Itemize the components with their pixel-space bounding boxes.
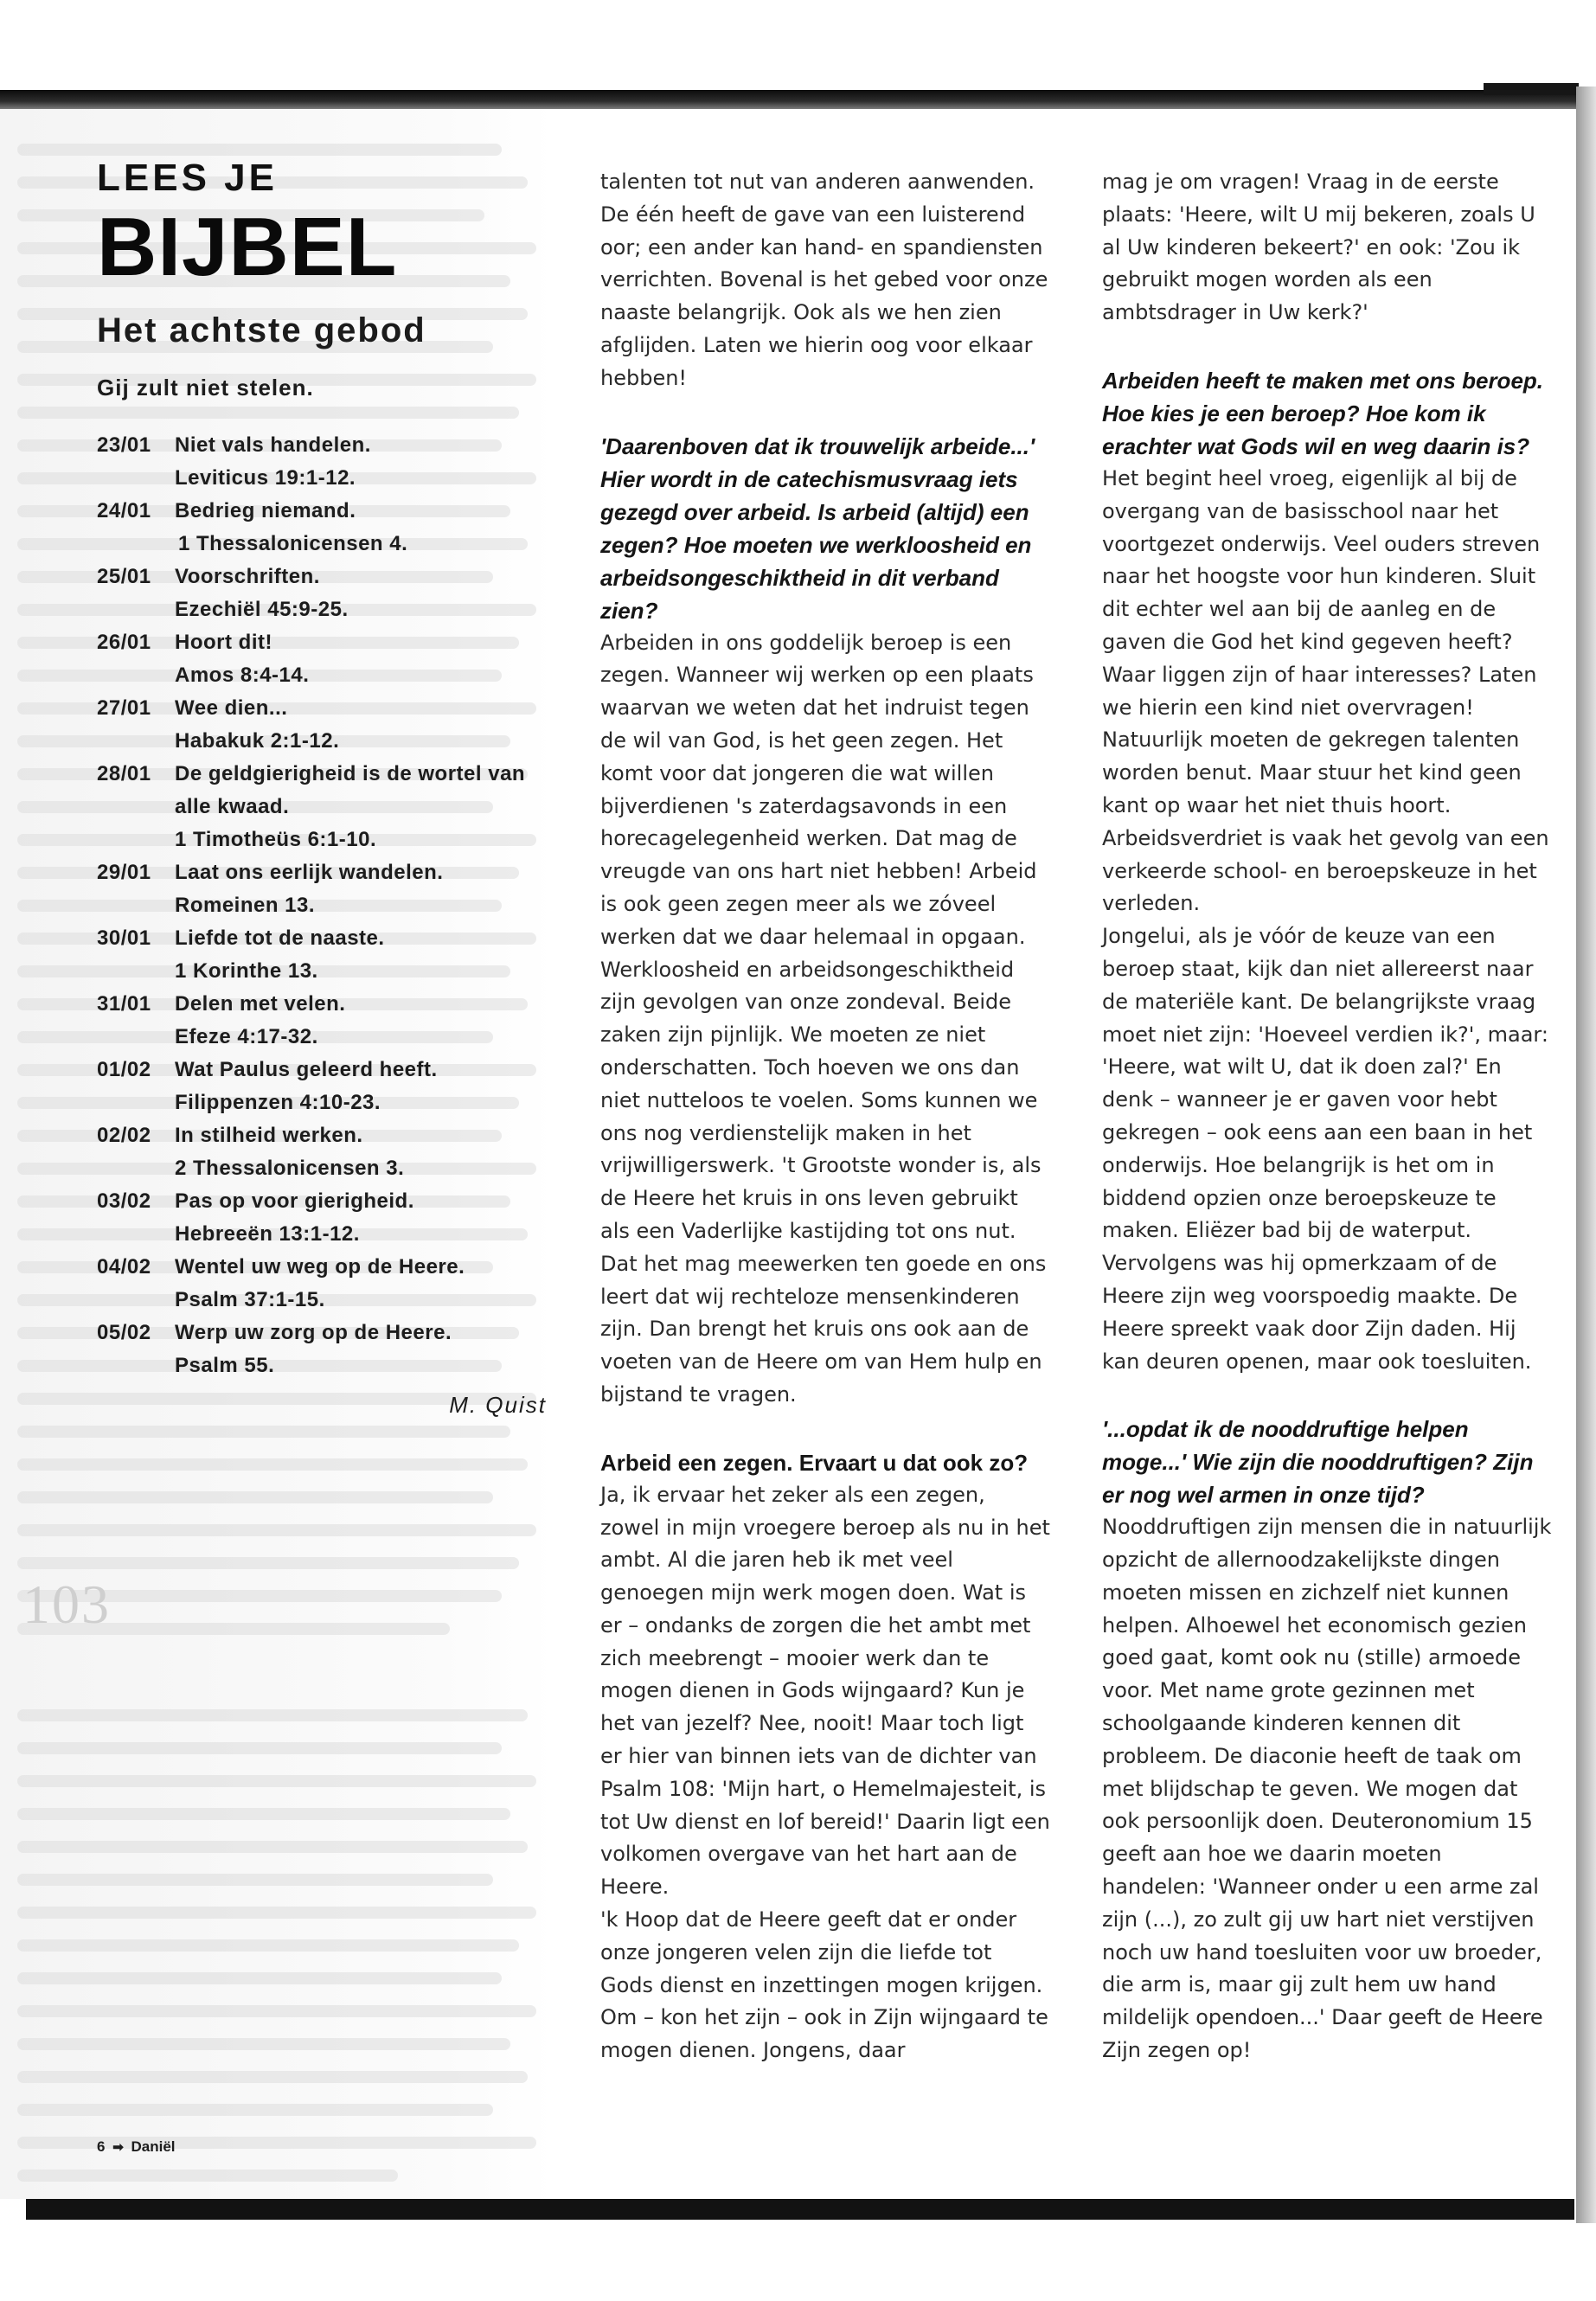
interview-question: 'Daarenboven dat ik trouwelijk arbeide...' Hier wordt in de catechismusvraag iets gezegd over arbeid. Is arbeid (altijd) een zegen? Hoe moeten we werkloosheid en arbeidsongeschiktheid in dit verband zien? [600, 433, 1035, 624]
reading-item [97, 1054, 547, 1119]
reading-title: De geldgierigheid is de wortel van alle kwaad. [175, 762, 526, 818]
paragraph: Het begint heel vroeg, eigenlijk al bij de overgang van de basisschool naar het voortgezet onderwijs. Veel ouders streven naar het hoogste voor hun kinderen. Sluit dit echter wel aan bij de aanleg en de gaven die God het kind gegeven heeft? Waar liggen zijn of haar interesses? Laten we hierin een kind niet overvragen! Natuurlijk moeten de gekregen talenten worden benut. Maar stuur het kind geen kant op waar het niet thuis hoort. Arbeidsverdriet is vaak het gevolg van een verkeerde school- en beroepskeuze in het verleden. [1102, 465, 1549, 916]
author-signature: M. Quist [449, 1392, 547, 1418]
reading-date: 25/01 [97, 565, 151, 588]
reading-date: 01/02 [97, 1058, 151, 1081]
reading-date: 24/01 [97, 499, 151, 522]
scan-edge-right [1576, 87, 1596, 2223]
paragraph: Ja, ik ervaar het zeker als een zegen, zowel in mijn vroegere beroep als nu in het ambt. Al die jaren heb ik met veel genoegen mijn werk mogen doen. Wat is er – ondanks de zorgen die het ambt met zich meebrengt – mooier werk dan te mogen dienen in Gods wijngaard? Kun je het van jezelf? Nee, nooit! Maar toch ligt er hier van binnen iets van de dichter van Psalm 108: 'Mijn hart, o Hemelmajesteit, is tot Uw dienst en lof bereid!' Daarin ligt een volkomen overgave van het hart aan de Heere. [600, 1482, 1050, 1900]
reading-title: Laat ons eerlijk wandelen. [175, 861, 444, 884]
interview-question: Arbeid een zegen. Ervaart u dat ook zo? [600, 1449, 1029, 1476]
reading-date: 28/01 [97, 762, 151, 785]
reading-item [97, 692, 547, 758]
reading-item [97, 429, 547, 495]
scan-edge-top [0, 90, 1579, 109]
reading-item [97, 1185, 547, 1251]
reading-reference: Psalm 37:1-15. [175, 1288, 325, 1311]
reading-title: Bedrieg niemand. [175, 499, 356, 522]
reading-date: 02/02 [97, 1124, 151, 1147]
reading-title: Werp uw zorg op de Heere. [175, 1321, 452, 1344]
paragraph: 'k Hoop dat de Heere geeft dat er onder onze jongeren velen zijn die liefde tot Gods dienst en inzettingen mogen krijgen. Om – kon het zijn – ook in Zijn wijngaard te mogen dienen. Jongens, daar [600, 1907, 1048, 2063]
article-column-right [1102, 166, 1552, 2067]
reading-date: 29/01 [97, 861, 151, 884]
reading-date: 03/02 [97, 1189, 151, 1213]
reading-reference: Leviticus 19:1-12. [175, 466, 356, 490]
reading-reference: Psalm 55. [175, 1354, 275, 1377]
reading-item [97, 922, 547, 988]
scan-edge-bottom [26, 2199, 1574, 2220]
reading-item [97, 988, 547, 1054]
section-label: LEES JE [97, 157, 278, 199]
reading-reference: Amos 8:4-14. [175, 663, 310, 687]
reading-title: Voorschriften. [175, 565, 320, 588]
reading-date: 27/01 [97, 696, 151, 720]
reading-item [97, 1317, 547, 1382]
paragraph: Arbeiden in ons goddelijk beroep is een zegen. Wanneer wij werken op een plaats waarvan we weten dat het indruist tegen de wil van God, is het geen zegen. Het komt voor dat jongeren die wat willen bijverdienen 's zaterdagsavonds in een horecagelegenheid werken. Dat mag de vreugde van ons hart niet hebben! Arbeid is ook geen zegen meer als we zóveel werken dat we daar helemaal in opgaan. Werkloosheid en arbeidsongeschiktheid zijn gevolgen van onze zondeval. Beide zaken zijn pijnlijk. We moeten ze niet onderschatten. Toch hoeven we ons dan niet nutteloos te voelen. Soms kunnen we ons nog verdienstelijk maken in het vrijwilligerswerk. 't Grootste wonder is, als de Heere het kruis in ons leven gebruikt als een Vaderlijke kastijding tot ons nut. Dat het mag meewerken ten goede en ons leert dat wij rechteloze mensenkinderen zijn. Dan brengt het kruis ons ook aan de voeten van de Heere om van Hem hulp en bijstand te vragen. [600, 630, 1047, 1407]
paragraph: Nooddruftigen zijn mensen die in natuurlijk opzicht de allernoodzakelijkste dingen moeten missen en zichzelf niet kunnen helpen. Alhoewel het economisch gezien goed gaat, komt ook nu (stille) armoede voor. Met name grote gezinnen met schoolgaande kinderen kennen dit probleem. De diaconie heeft de taak om met blijdschap te geven. We mogen dat ook persoonlijk doen. Deuteronomium 15 geeft aan hoe we daarin moeten handelen: 'Wanneer onder u een arme zal zijn (...), zo zult gij uw hart niet verstijven noch uw hand toesluiten voor uw broeder, die arm is, maar gij zult hem uw hand mildelijk opendoen...' Daar geeft de Heere Zijn zegen op! [1102, 1515, 1552, 2063]
reading-reference: 1 Thessalonicensen 4. [178, 532, 408, 555]
article-column-middle [600, 166, 1050, 2067]
reading-date: 04/02 [97, 1255, 151, 1279]
page-number: 6 [97, 2138, 106, 2155]
interview-question: Arbeiden heeft te maken met ons beroep. Hoe kies je een beroep? Hoe kom ik erachter wat Gods wil en weg daarin is? [1102, 367, 1544, 459]
reading-date: 05/02 [97, 1321, 151, 1344]
reading-title: Wat Paulus geleerd heeft. [175, 1058, 438, 1081]
article-subtitle: Het achtste gebod [97, 311, 426, 349]
reading-reference: Habakuk 2:1-12. [175, 729, 340, 753]
reading-title: Liefde tot de naaste. [175, 926, 385, 950]
reading-date: 23/01 [97, 433, 151, 457]
reading-reference: 2 Thessalonicensen 3. [175, 1157, 405, 1180]
reading-item [97, 561, 547, 626]
reading-date: 31/01 [97, 992, 151, 1016]
reading-schedule-column [97, 156, 547, 1422]
reading-title: Wentel uw weg op de Heere. [175, 1255, 465, 1279]
reading-reference: Hebreeën 13:1-12. [175, 1222, 360, 1246]
paragraph: mag je om vragen! Vraag in de eerste plaats: 'Heere, wilt U mij bekeren, zoals U al Uw kinderen bekeert?' en ook: 'Zou ik gebruikt mogen worden als een ambtsdrager in Uw kerk?' [1102, 170, 1535, 325]
reading-title: In stilheid werken. [175, 1124, 363, 1147]
reading-date: 26/01 [97, 631, 151, 654]
reading-reference: Efeze 4:17-32. [175, 1025, 318, 1048]
reading-title: Wee dien... [175, 696, 288, 720]
magazine-name: Daniël [131, 2138, 176, 2155]
reading-item [97, 495, 547, 561]
interview-question: '...opdat ik de nooddruftige helpen moge...' Wie zijn die nooddruftigen? Zijn er nog wel armen in onze tijd? [1102, 1416, 1534, 1509]
reading-reference: 1 Timotheüs 6:1-10. [175, 828, 377, 851]
reading-item [97, 626, 547, 692]
reading-item [97, 1251, 547, 1317]
reading-list [97, 429, 547, 1382]
reading-item [97, 758, 547, 856]
section-title: BIJBEL [97, 201, 398, 293]
reading-reference: Ezechiël 45:9-25. [175, 598, 349, 621]
arrow-right-icon: ➡ [112, 2140, 124, 2155]
paragraph: Jongelui, als je vóór de keuze van een beroep staat, kijk dan niet allereerst naar de materiële kant. De belangrijkste vraag moet niet zijn: 'Hoeveel verdien ik?', maar: 'Heere, wat wilt U, dat ik doen zal?' En denk – wanneer je er gaven voor hebt gekregen – ook eens aan een baan in het onderwijs. Hoe belangrijk is het om in biddend opzien onze beroepskeuze te maken. Eliëzer bad bij de waterput. Vervolgens was hij opmerkzaam of de Heere zijn weg voorspoedig maakte. De Heere spreekt vaak door Zijn daden. Hij kan deuren openen, maar ook toesluiten. [1102, 924, 1548, 1374]
reading-item [97, 1119, 547, 1185]
reading-reference: Filippenzen 4:10-23. [175, 1091, 381, 1114]
reading-title: Hoort dit! [175, 631, 272, 654]
reading-item [97, 856, 547, 922]
paragraph: talenten tot nut van anderen aanwenden. De één heeft de gave van een luisterend oor; een ander kan hand- en spandiensten verrichten. Bovenal is het gebed voor onze naaste belangrijk. Ook als we hen zien afglijden. Laten we hierin oog voor elkaar hebben! [600, 170, 1048, 390]
commandment-text: Gij zult niet stelen. [97, 375, 314, 401]
reading-date: 30/01 [97, 926, 151, 950]
reading-reference: Romeinen 13. [175, 894, 316, 917]
reading-title: Niet vals handelen. [175, 433, 371, 457]
reading-reference: 1 Korinthe 13. [175, 959, 318, 983]
reading-title: Delen met velen. [175, 992, 346, 1016]
background-verse-number: 103 [22, 1574, 111, 1635]
reading-title: Pas op voor gierigheid. [175, 1189, 414, 1213]
page-footer [97, 2137, 176, 2158]
